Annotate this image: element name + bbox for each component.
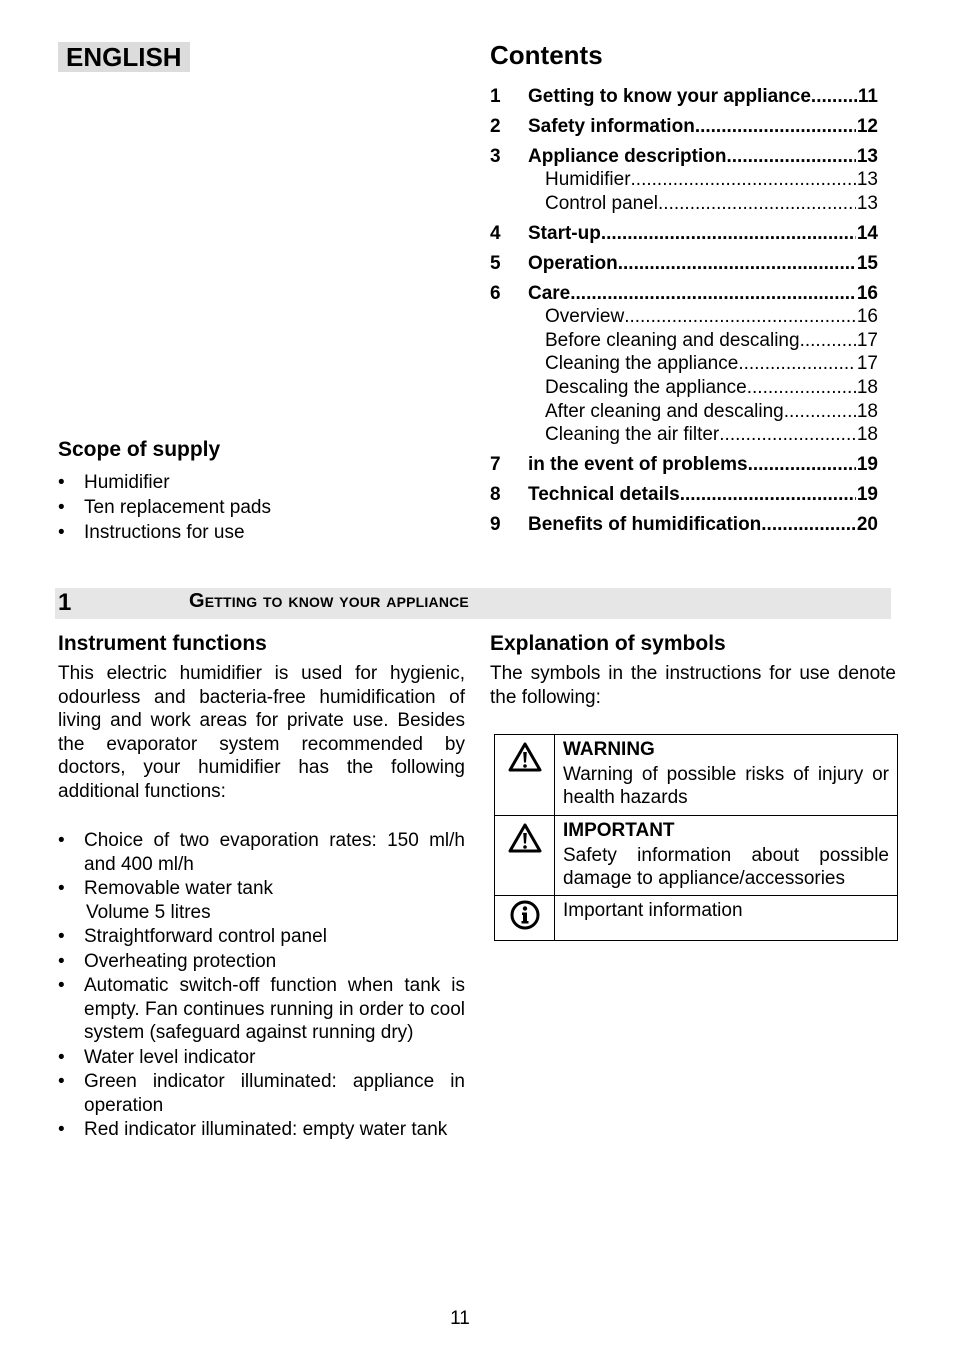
list-item-text: Overheating protection	[84, 950, 277, 972]
toc-entry-number: 3	[490, 145, 501, 167]
list-item-text: Automatic switch-off function when tank is empty. Fan continues running in order to cool system (safeguard against running dry)	[84, 975, 465, 1043]
toc-entry-title: Operation	[528, 252, 618, 274]
table-row	[495, 896, 898, 941]
toc-leader-dots	[680, 483, 856, 507]
toc-entry-number: 1	[490, 85, 501, 107]
toc-entry-page: 15	[856, 252, 878, 274]
list-item-text: Instructions for use	[84, 522, 245, 543]
symbol-cell	[495, 735, 555, 816]
list-item	[58, 974, 465, 1045]
list-item	[58, 1070, 465, 1117]
toc-leader-dots	[811, 85, 857, 109]
list-item-text: Ten replacement pads	[84, 497, 271, 518]
toc-leader-dots	[601, 222, 856, 246]
list-item-text: Straightforward control panel	[84, 926, 327, 947]
toc-entry[interactable]	[490, 85, 878, 109]
instrument-functions-heading: Instrument functions	[58, 632, 267, 655]
scope-list	[58, 471, 358, 546]
toc-leader-dots	[695, 115, 856, 139]
page-number: 11	[450, 1308, 470, 1329]
instrument-functions-body: This electric humidifier is used for hygienic, odourless and bacteria-free humidification of living and work areas for private use. Besides the evaporator system recommended by doctors, your humidifier has the following additional functions:	[58, 663, 465, 802]
list-item-text: Green indicator illuminated: appliance in operation	[84, 1071, 465, 1116]
toc-leader-dots	[624, 305, 856, 329]
toc-entry-page: 20	[856, 514, 878, 536]
table-row	[495, 735, 898, 816]
toc-subentry-title: After cleaning and descaling	[545, 400, 784, 422]
symbols-heading: Explanation of symbols	[490, 632, 726, 655]
toc-leader-dots	[618, 252, 856, 276]
section-number: 1	[58, 589, 72, 616]
toc-subentry-title: Cleaning the air filter	[545, 424, 720, 446]
toc-leader-dots	[748, 453, 856, 477]
bullet-icon: •	[58, 1071, 65, 1092]
symbol-description-cell	[555, 735, 898, 816]
toc-subentry-page: 13	[856, 169, 878, 190]
toc-entry[interactable]	[490, 513, 878, 537]
bullet-icon: •	[58, 878, 65, 899]
toc-subentry-title: Cleaning the appliance	[545, 353, 739, 375]
warning-triangle-icon	[507, 841, 543, 858]
toc-leader-dots	[800, 329, 856, 353]
toc-entry[interactable]	[490, 252, 878, 276]
toc-leader-dots	[631, 168, 856, 192]
bullet-icon: •	[58, 1119, 65, 1140]
table-of-contents	[490, 78, 878, 537]
features-list	[58, 829, 465, 1143]
toc-entry-number: 4	[490, 222, 501, 244]
list-item-text: Choice of two evaporation rates: 150 ml/h and 400 ml/h	[84, 830, 465, 875]
section-title: Getting to know your appliance	[189, 590, 469, 612]
bullet-icon: •	[58, 950, 65, 972]
symbol-description-cell	[555, 896, 898, 941]
toc-subentry[interactable]	[490, 192, 878, 216]
toc-entry-number: 7	[490, 454, 501, 476]
toc-entry-title: Appliance description	[528, 145, 727, 167]
toc-leader-dots	[738, 352, 856, 376]
toc-entry[interactable]	[490, 145, 878, 169]
list-item-text: Water level indicator	[84, 1046, 256, 1068]
toc-entry-number: 9	[490, 514, 501, 536]
toc-subentry-page: 17	[856, 329, 878, 351]
toc-subentry-title: Descaling the appliance	[545, 376, 747, 398]
toc-subentry[interactable]	[490, 305, 878, 329]
language-tag: ENGLISH	[58, 42, 190, 72]
toc-subentry[interactable]	[490, 168, 878, 192]
symbol-cell	[495, 896, 555, 941]
list-item	[58, 877, 465, 924]
toc-entry-number: 8	[490, 484, 501, 506]
symbols-body: The symbols in the instructions for use denote the following:	[490, 663, 896, 708]
symbol-description: Warning of possible risks of injury or health hazards	[563, 764, 889, 808]
toc-leader-dots	[784, 400, 856, 424]
toc-entry[interactable]	[490, 222, 878, 246]
toc-subentry-page: 17	[856, 353, 878, 375]
toc-subentry[interactable]	[490, 400, 878, 424]
list-item-text: Humidifier	[84, 472, 170, 493]
toc-entry-page: 12	[856, 115, 878, 137]
symbol-label: WARNING	[563, 739, 655, 760]
list-item-text: Red indicator illuminated: empty water tank	[84, 1119, 448, 1140]
toc-entry-number: 5	[490, 252, 501, 274]
symbols-table	[494, 734, 898, 941]
section-header-bar	[55, 588, 891, 619]
toc-subentry-page: 16	[856, 306, 878, 328]
symbol-description: Important information	[563, 900, 743, 921]
symbol-label: IMPORTANT	[563, 820, 675, 841]
toc-entry-page: 19	[856, 454, 878, 476]
toc-leader-dots	[726, 145, 855, 169]
toc-leader-dots	[570, 282, 856, 306]
list-item-text: Removable water tank	[84, 878, 274, 899]
list-item	[58, 950, 465, 974]
table-row	[495, 816, 898, 896]
contents-title: Contents	[490, 40, 603, 70]
toc-subentry-title: Control panel	[545, 192, 659, 214]
toc-entry-page: 16	[856, 282, 878, 304]
list-item	[58, 1118, 465, 1142]
toc-leader-dots	[719, 423, 856, 447]
toc-entry-title: in the event of problems	[528, 454, 748, 476]
toc-entry-page: 13	[856, 145, 878, 167]
symbol-description: Safety information about possible damage to appliance/accessories	[563, 845, 889, 889]
list-item-extra: Volume 5 litres	[86, 901, 211, 923]
toc-subentry-title: Overview	[545, 306, 625, 328]
toc-subentry-page: 13	[856, 192, 878, 214]
symbol-description-cell	[555, 816, 898, 896]
toc-entry-page: 11	[857, 85, 878, 107]
toc-leader-dots	[761, 513, 856, 537]
toc-subentry[interactable]	[490, 376, 878, 400]
toc-entry-number: 2	[490, 115, 501, 137]
toc-entry-number: 6	[490, 282, 501, 304]
toc-subentry[interactable]	[490, 329, 878, 353]
bullet-icon: •	[58, 472, 65, 493]
bullet-icon: •	[58, 497, 65, 518]
bullet-icon: •	[58, 522, 65, 543]
toc-entry-title: Start-up	[528, 222, 601, 244]
toc-subentry-page: 18	[856, 376, 878, 398]
toc-leader-dots	[658, 192, 856, 216]
toc-entry-title: Safety information	[528, 115, 695, 137]
toc-subentry-page: 18	[856, 400, 878, 422]
list-item	[58, 925, 465, 949]
list-item	[58, 521, 358, 545]
toc-subentry-title: Humidifier	[545, 169, 631, 190]
toc-entry[interactable]	[490, 483, 878, 507]
toc-entry-title: Benefits of humidification	[528, 514, 762, 536]
list-item	[58, 1046, 465, 1070]
warning-triangle-icon	[507, 760, 543, 777]
toc-subentry-page: 18	[856, 424, 878, 446]
toc-entry-title: Care	[528, 282, 571, 304]
toc-entry-title: Getting to know your appliance	[528, 85, 811, 107]
bullet-icon: •	[58, 1046, 65, 1068]
symbol-cell	[495, 816, 555, 896]
toc-entry-title: Technical details	[528, 484, 680, 506]
bullet-icon: •	[58, 830, 65, 851]
toc-entry[interactable]	[490, 115, 878, 139]
scope-heading: Scope of supply	[58, 438, 221, 461]
toc-subentry[interactable]	[490, 352, 878, 376]
bullet-icon: •	[58, 975, 65, 996]
bullet-icon: •	[58, 926, 65, 947]
toc-entry-page: 14	[856, 222, 878, 244]
toc-subentry-title: Before cleaning and descaling	[545, 329, 800, 351]
list-item	[58, 829, 465, 876]
toc-entry-page: 19	[856, 484, 878, 506]
toc-subentry[interactable]	[490, 423, 878, 447]
info-circle-icon	[509, 918, 541, 935]
toc-entry[interactable]	[490, 282, 878, 306]
toc-entry[interactable]	[490, 453, 878, 477]
list-item	[58, 496, 358, 520]
toc-leader-dots	[747, 376, 856, 400]
list-item	[58, 471, 358, 495]
